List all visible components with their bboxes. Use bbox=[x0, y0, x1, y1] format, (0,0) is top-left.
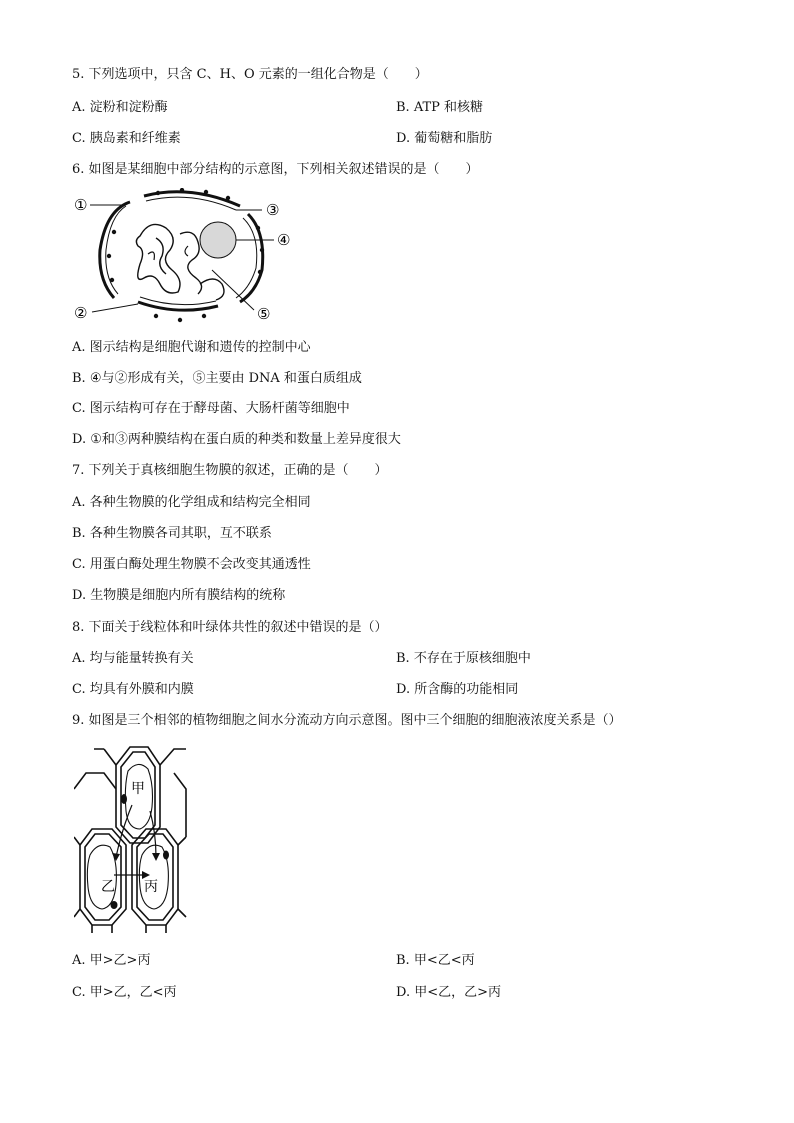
q6-option-b: B. ④与②形成有关，⑤主要由 DNA 和蛋白质组成 bbox=[72, 371, 362, 386]
q8-stem: 8. 下面关于线粒体和叶绿体共性的叙述中错误的是（） bbox=[72, 620, 388, 635]
q9-option-c: C. 甲>乙，乙<丙 bbox=[72, 985, 177, 1000]
q6-option-d: D. ①和③两种膜结构在蛋白质的种类和数量上差异度很大 bbox=[72, 432, 401, 447]
q9-option-a: A. 甲>乙>丙 bbox=[72, 953, 151, 968]
q9-option-b: B. 甲<乙<丙 bbox=[396, 953, 475, 968]
label-bing: 丙 bbox=[144, 879, 158, 895]
label-5: ⑤ bbox=[257, 305, 271, 323]
q7-option-d: D. 生物膜是细胞内所有膜结构的统称 bbox=[72, 588, 286, 603]
q7-option-a: A. 各种生物膜的化学组成和结构完全相同 bbox=[72, 495, 311, 510]
q8-option-a: A. 均与能量转换有关 bbox=[72, 651, 194, 666]
q5-option-c: C. 胰岛素和纤维素 bbox=[72, 131, 181, 146]
q5-option-a: A. 淀粉和淀粉酶 bbox=[72, 100, 168, 115]
label-jia: 甲 bbox=[131, 781, 145, 797]
q8-option-d: D. 所含酶的功能相同 bbox=[396, 682, 519, 697]
q5-option-b: B. ATP 和核糖 bbox=[396, 100, 484, 115]
q6-option-c: C. 图示结构可存在于酵母菌、大肠杆菌等细胞中 bbox=[72, 401, 350, 416]
q5-stem: 5. 下列选项中，只含 C、H、O 元素的一组化合物是（ ） bbox=[72, 67, 428, 82]
q6-stem: 6. 如图是某细胞中部分结构的示意图，下列相关叙述错误的是（ ） bbox=[72, 162, 479, 177]
q8-option-b: B. 不存在于原核细胞中 bbox=[396, 651, 531, 666]
q8-option-c: C. 均具有外膜和内膜 bbox=[72, 682, 194, 697]
q9-option-d: D. 甲<乙，乙>丙 bbox=[396, 985, 502, 1000]
q9-stem: 9. 如图是三个相邻的植物细胞之间水分流动方向示意图。图中三个细胞的细胞液浓度关系是（） bbox=[72, 713, 622, 728]
label-4: ④ bbox=[277, 231, 291, 249]
plant-cells-diagram bbox=[74, 745, 192, 933]
q7-option-b: B. 各种生物膜各司其职，互不联系 bbox=[72, 526, 272, 541]
nucleus-diagram bbox=[70, 188, 310, 328]
q7-stem: 7. 下列关于真核细胞生物膜的叙述，正确的是（ ） bbox=[72, 463, 388, 478]
q6-option-a: A. 图示结构是细胞代谢和遗传的控制中心 bbox=[72, 340, 311, 355]
label-2: ② bbox=[74, 304, 88, 322]
q5-option-d: D. 葡萄糖和脂肪 bbox=[396, 131, 493, 146]
label-1: ① bbox=[74, 196, 88, 214]
label-yi: 乙 bbox=[101, 879, 115, 895]
label-3: ③ bbox=[266, 201, 280, 219]
q7-option-c: C. 用蛋白酶处理生物膜不会改变其通透性 bbox=[72, 557, 311, 572]
